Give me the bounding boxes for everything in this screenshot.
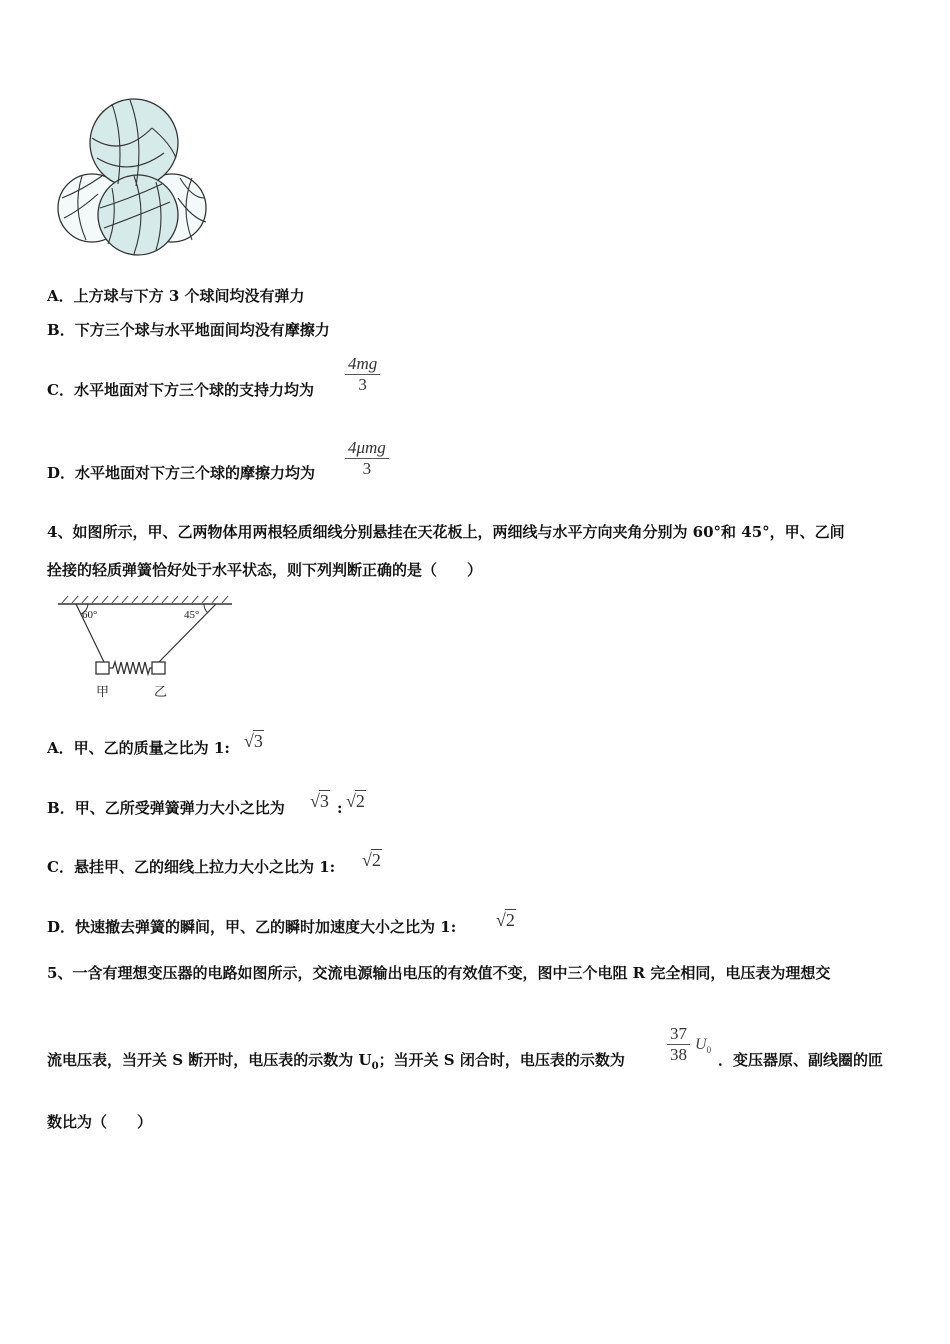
q4-option-b-separator: : xyxy=(337,799,343,817)
spring-hanging-figure xyxy=(56,594,236,704)
volleyball-stack-figure xyxy=(52,98,214,258)
block-yi xyxy=(152,662,165,674)
q4-option-a: A．甲、乙的质量之比为 1: xyxy=(47,739,230,757)
q3-option-b: B．下方三个球与水平地面间均没有摩擦力 xyxy=(47,321,330,339)
q4-option-c: C．悬挂甲、乙的细线上拉力大小之比为 1: xyxy=(47,858,336,876)
q4-stem-line1: 4、如图所示，甲、乙两物体用两根轻质细线分别悬挂在天花板上，两细线与水平方向夹角分别为 60°和 45°，甲、乙间 xyxy=(47,523,845,541)
q4-stem-line2: 拴接的轻质弹簧恰好处于水平状态，则下列判断正确的是（ ） xyxy=(47,561,483,579)
q3-option-d: D．水平地面对下方三个球的摩擦力均为 xyxy=(47,464,316,482)
q5-stem-line2: 流电压表，当开关 S 断开时，电压表的示数为 $U_0$；当开关 S 闭合时，电压表的示数为 xyxy=(47,1051,625,1072)
q3-option-d-fraction: 4μmg 3 xyxy=(345,438,389,479)
q4-option-b-root1: √3 xyxy=(310,791,329,811)
q4-option-a-root: √3 xyxy=(244,731,263,751)
q3-option-a: A．上方球与下方 3 个球间均没有弹力 xyxy=(47,287,305,305)
block-jia xyxy=(96,662,109,674)
q4-option-c-root: √2 xyxy=(362,850,381,870)
spring xyxy=(109,662,152,674)
q4-option-d-root: √2 xyxy=(496,910,515,930)
angle-left-label: 60° xyxy=(82,609,98,621)
q5-stem-line3: 数比为（ ） xyxy=(47,1113,153,1131)
q4-option-b: B．甲、乙所受弹簧弹力大小之比为 xyxy=(47,799,285,817)
q5-stem-line2-tail: ．变压器原、副线圈的匝 xyxy=(718,1051,884,1069)
q3-option-c: C．水平地面对下方三个球的支持力均为 xyxy=(47,381,314,399)
label-yi: 乙 xyxy=(154,685,168,700)
q3-option-c-fraction: $\frac{4mg}{3}$ xyxy=(345,354,380,395)
label-jia: 甲 xyxy=(96,685,110,700)
q5-fraction: $\frac{37}{38}$ xyxy=(667,1024,690,1065)
angle-right-label: 45° xyxy=(184,609,200,621)
q4-option-d: D．快速撤去弹簧的瞬间，甲、乙的瞬时加速度大小之比为 1: xyxy=(47,918,457,936)
q5-fraction-variable: $U_0$ xyxy=(695,1036,712,1056)
q4-option-b-root2: √2 xyxy=(346,791,365,811)
q5-stem-line1: 5、一含有理想变压器的电路如图所示，交流电源输出电压的有效值不变，图中三个电阻 R 完全相同，电压表为理想交 xyxy=(47,964,831,982)
